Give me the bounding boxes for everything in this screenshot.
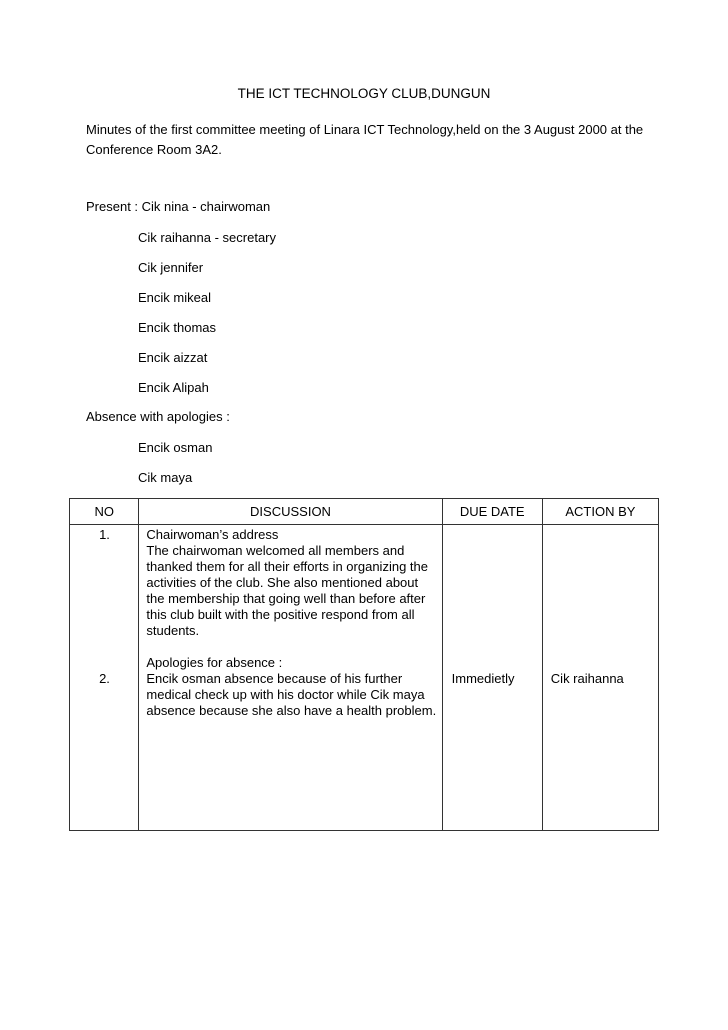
table-header-row [70,499,659,525]
discussion-cell [139,525,442,831]
document-title: THE ICT TECHNOLOGY CLUB,DUNGUN [237,86,491,101]
discussion-item [146,527,436,639]
table-row [70,525,659,831]
item-number: 1. [99,527,110,542]
discussion-body: The chairwoman welcomed all members and thanked them for all their efforts in organizing the activities of the club. She also mentioned about the membership that going well than before after this club built with the positive respond from all students. [146,543,428,638]
discussion-body: Encik osman absence because of his further medical check up with his doctor while Cik maya absence because she also have a health problem. [146,671,437,718]
header-no: NO [70,499,139,525]
present-member: Encik Alipah [138,380,209,395]
present-member: Encik aizzat [138,350,208,365]
present-list [138,229,276,409]
present-member: Cik raihanna - secretary [138,230,276,245]
header-action-by: ACTION BY [542,499,658,525]
absent-member: Cik maya [138,470,193,485]
discussion-item [146,655,436,719]
present-member: Cik jennifer [138,260,204,275]
meeting-intro: Minutes of the first committee meeting of Linara ICT Technology,held on the 3 August 2000 at the Conference Room 3A2. [86,122,644,157]
action-by-cell [542,525,658,831]
absence-label: Absence with apologies : [86,409,230,424]
present-member: Encik mikeal [138,290,211,305]
action-by-value: Cik raihanna [550,671,624,686]
present-label: Present : Cik nina - chairwoman [86,199,271,214]
absence-list [138,439,212,499]
item-number: 2. [99,671,110,686]
discussion-heading: Chairwoman’s address [146,527,279,542]
minutes-table [69,498,659,831]
header-due-date: DUE DATE [442,499,542,525]
discussion-heading: Apologies for absence : [146,655,283,670]
absent-member: Encik osman [138,440,213,455]
due-date-cell [442,525,542,831]
header-discussion: DISCUSSION [139,499,442,525]
present-member: Encik thomas [138,320,217,335]
no-cell [70,525,139,831]
due-date-value: Immedietly [451,671,515,686]
